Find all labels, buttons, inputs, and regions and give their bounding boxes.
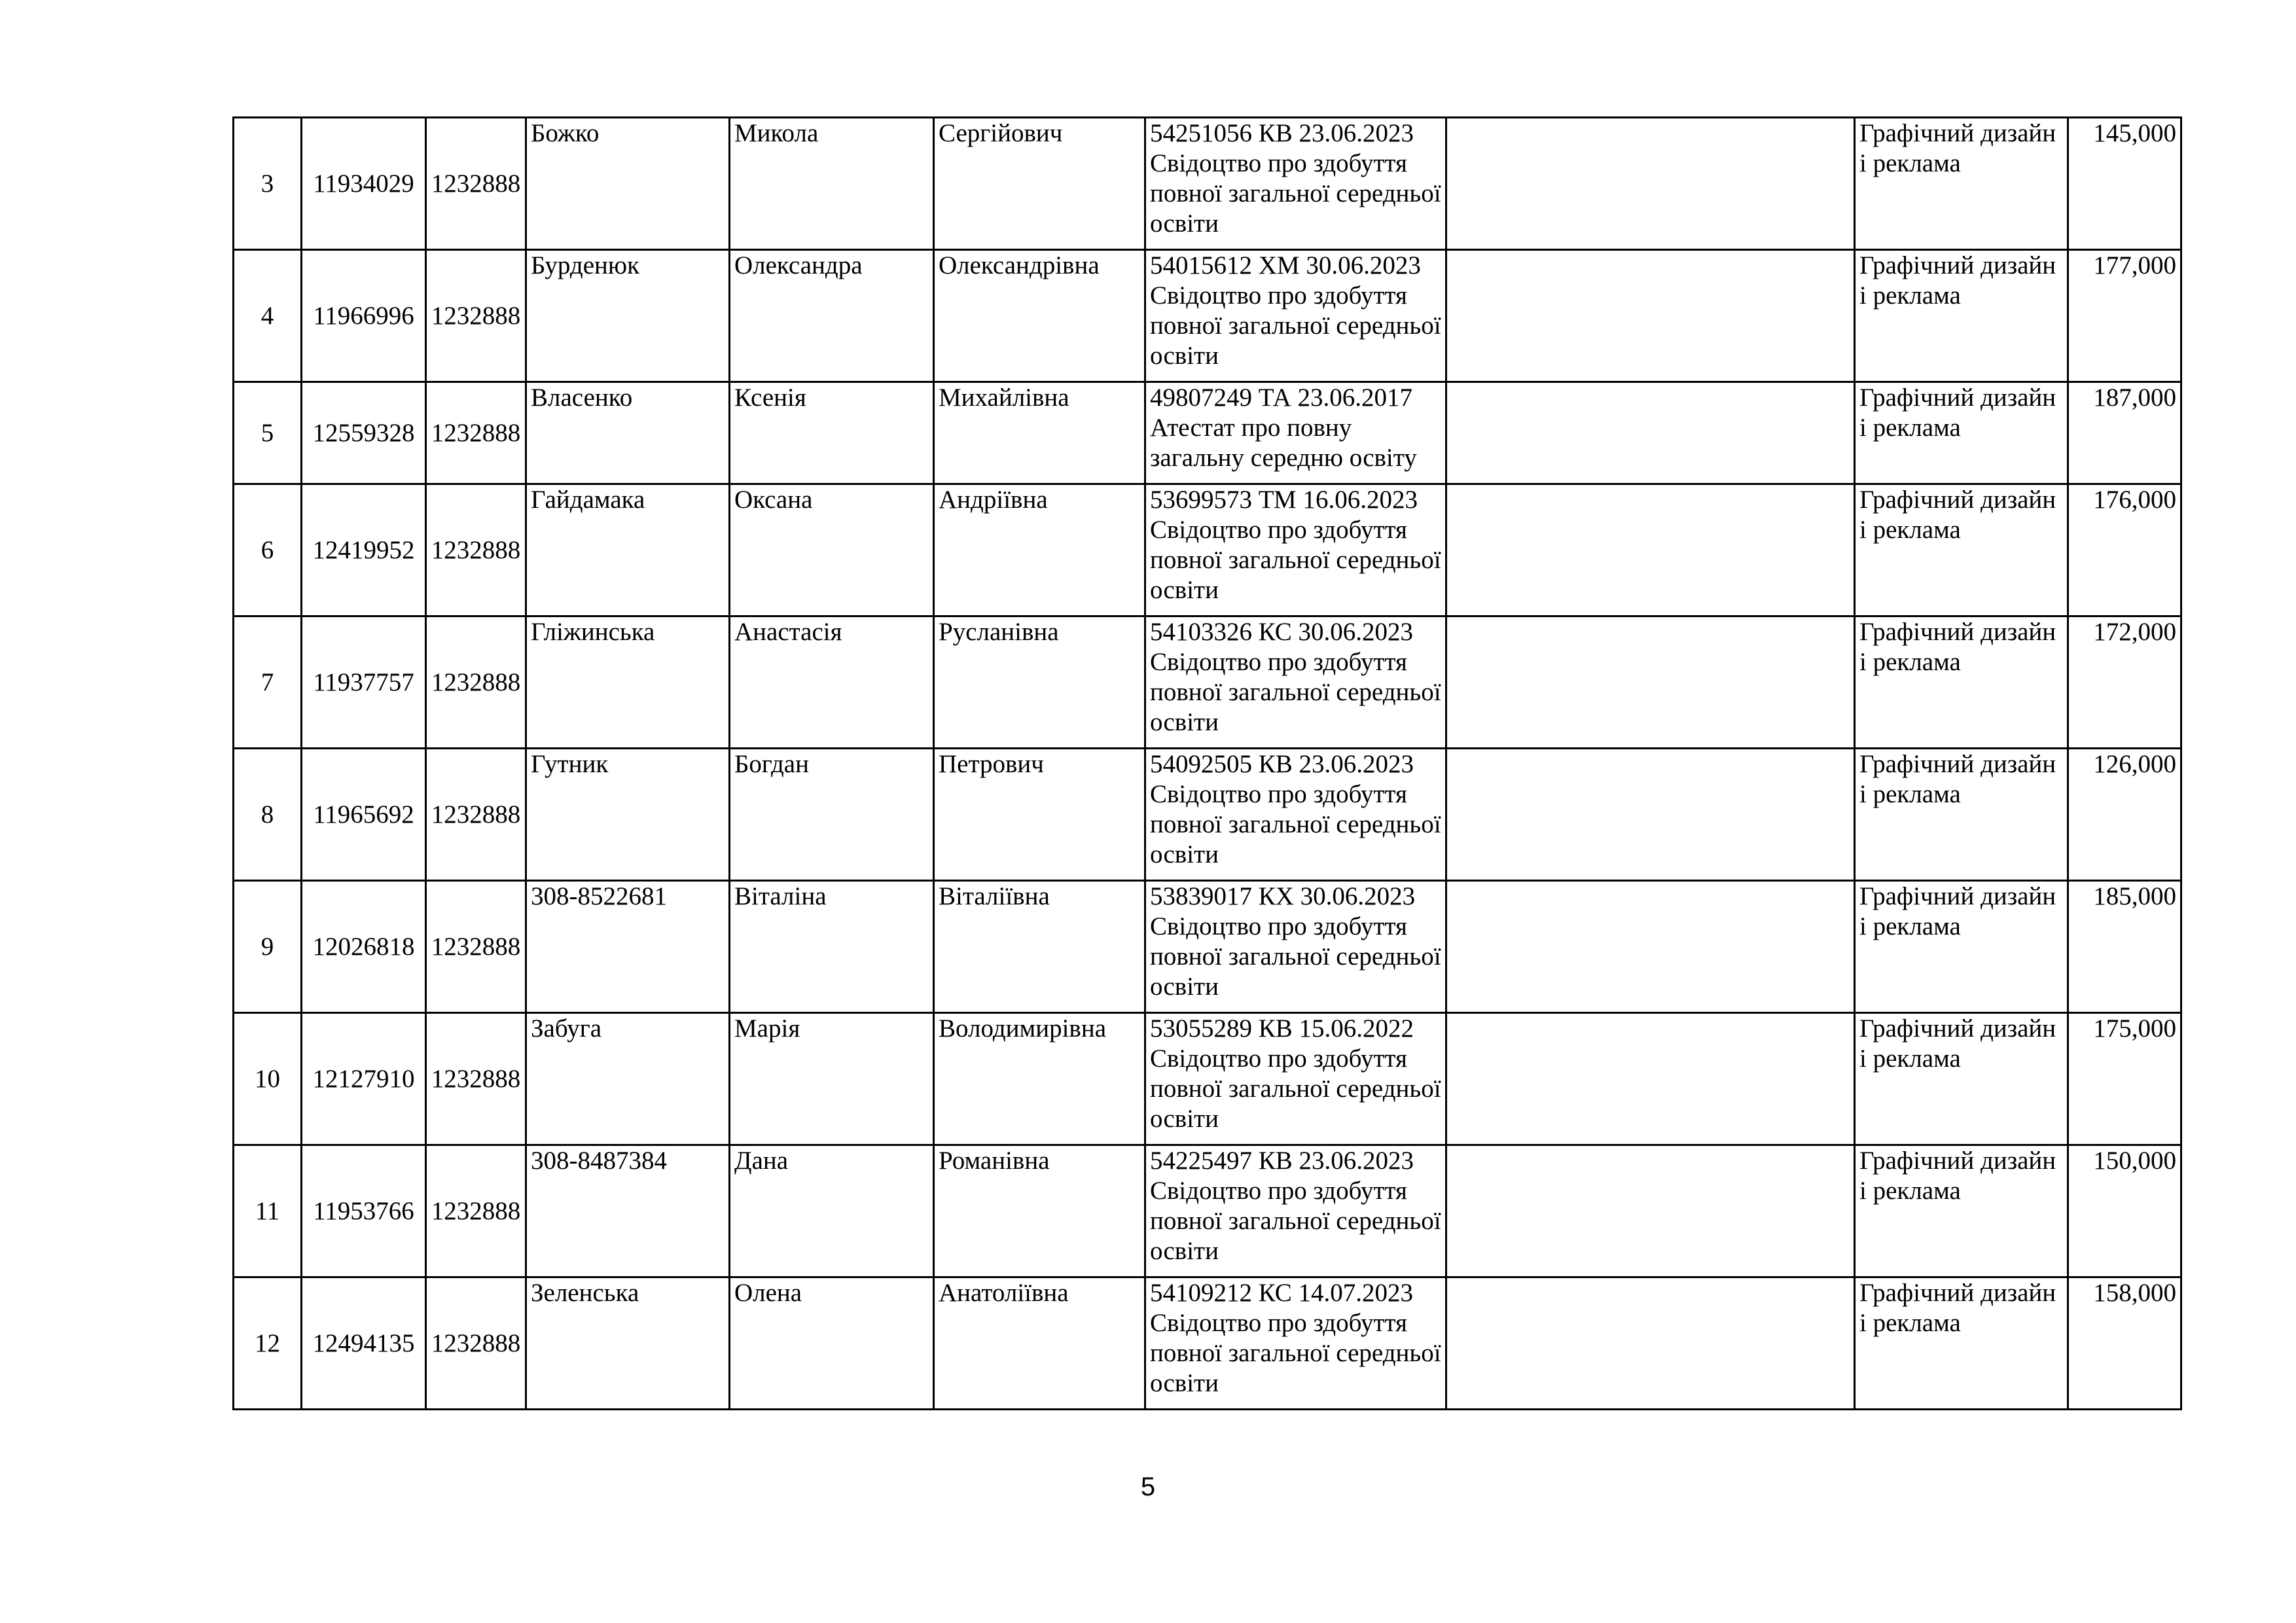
surname: Гутник xyxy=(526,749,730,881)
applicant-id: 12494135 xyxy=(302,1277,426,1410)
surname: Власенко xyxy=(526,382,730,484)
surname: Гліжинська xyxy=(526,616,730,749)
score: 126,000 xyxy=(2068,749,2181,881)
patronymic: Олександрівна xyxy=(934,250,1145,382)
row-number: 3 xyxy=(234,118,302,250)
specialty: Графічний дизайн і реклама xyxy=(1855,250,2068,382)
note xyxy=(1446,749,1855,881)
row-number: 9 xyxy=(234,881,302,1013)
specialty: Графічний дизайн і реклама xyxy=(1855,881,2068,1013)
note xyxy=(1446,484,1855,616)
patronymic: Віталіївна xyxy=(934,881,1145,1013)
education-document: 54015612 ХМ 30.06.2023 Свідоцтво про здобуття повної загальної середньої освіти xyxy=(1145,250,1446,382)
note xyxy=(1446,1145,1855,1277)
table-row xyxy=(234,1145,2181,1277)
program-code: 1232888 xyxy=(426,749,526,881)
table-row xyxy=(234,749,2181,881)
table-row xyxy=(234,1013,2181,1145)
specialty: Графічний дизайн і реклама xyxy=(1855,382,2068,484)
program-code: 1232888 xyxy=(426,250,526,382)
note xyxy=(1446,250,1855,382)
first-name: Віталіна xyxy=(730,881,934,1013)
row-number: 7 xyxy=(234,616,302,749)
score: 158,000 xyxy=(2068,1277,2181,1410)
specialty: Графічний дизайн і реклама xyxy=(1855,484,2068,616)
program-code: 1232888 xyxy=(426,484,526,616)
score: 150,000 xyxy=(2068,1145,2181,1277)
specialty: Графічний дизайн і реклама xyxy=(1855,616,2068,749)
row-number: 5 xyxy=(234,382,302,484)
patronymic: Русланівна xyxy=(934,616,1145,749)
note xyxy=(1446,382,1855,484)
score: 175,000 xyxy=(2068,1013,2181,1145)
program-code: 1232888 xyxy=(426,1013,526,1145)
applicant-id: 12559328 xyxy=(302,382,426,484)
first-name: Марія xyxy=(730,1013,934,1145)
education-document: 54109212 КС 14.07.2023 Свідоцтво про здобуття повної загальної середньої освіти xyxy=(1145,1277,1446,1410)
row-number: 11 xyxy=(234,1145,302,1277)
first-name: Богдан xyxy=(730,749,934,881)
program-code: 1232888 xyxy=(426,881,526,1013)
table-row xyxy=(234,118,2181,250)
education-document: 54225497 КВ 23.06.2023 Свідоцтво про здобуття повної загальної середньої освіти xyxy=(1145,1145,1446,1277)
applicant-id: 11966996 xyxy=(302,250,426,382)
specialty: Графічний дизайн і реклама xyxy=(1855,1013,2068,1145)
surname: Забуга xyxy=(526,1013,730,1145)
note xyxy=(1446,616,1855,749)
first-name: Микола xyxy=(730,118,934,250)
applicant-id: 11953766 xyxy=(302,1145,426,1277)
patronymic: Володимирівна xyxy=(934,1013,1145,1145)
patronymic: Сергійович xyxy=(934,118,1145,250)
surname: Гайдамака xyxy=(526,484,730,616)
page-number: 5 xyxy=(1140,1472,1156,1501)
education-document: 54103326 КС 30.06.2023 Свідоцтво про здобуття повної загальної середньої освіти xyxy=(1145,616,1446,749)
program-code: 1232888 xyxy=(426,118,526,250)
surname: 308-8522681 xyxy=(526,881,730,1013)
education-document: 49807249 ТА 23.06.2017 Атестат про повну загальну середню освіту xyxy=(1145,382,1446,484)
applicant-id: 12127910 xyxy=(302,1013,426,1145)
first-name: Олександра xyxy=(730,250,934,382)
program-code: 1232888 xyxy=(426,382,526,484)
table-row xyxy=(234,250,2181,382)
patronymic: Андріївна xyxy=(934,484,1145,616)
specialty: Графічний дизайн і реклама xyxy=(1855,749,2068,881)
first-name: Анастасія xyxy=(730,616,934,749)
table-row xyxy=(234,881,2181,1013)
note xyxy=(1446,118,1855,250)
first-name: Олена xyxy=(730,1277,934,1410)
table-row xyxy=(234,616,2181,749)
education-document: 53055289 КВ 15.06.2022 Свідоцтво про здобуття повної загальної середньої освіти xyxy=(1145,1013,1446,1145)
score: 172,000 xyxy=(2068,616,2181,749)
note xyxy=(1446,1277,1855,1410)
surname: 308-8487384 xyxy=(526,1145,730,1277)
specialty: Графічний дизайн і реклама xyxy=(1855,118,2068,250)
note xyxy=(1446,881,1855,1013)
row-number: 4 xyxy=(234,250,302,382)
program-code: 1232888 xyxy=(426,616,526,749)
row-number: 8 xyxy=(234,749,302,881)
program-code: 1232888 xyxy=(426,1277,526,1410)
specialty: Графічний дизайн і реклама xyxy=(1855,1277,2068,1410)
program-code: 1232888 xyxy=(426,1145,526,1277)
score: 145,000 xyxy=(2068,118,2181,250)
patronymic: Анатоліївна xyxy=(934,1277,1145,1410)
first-name: Ксенія xyxy=(730,382,934,484)
surname: Божко xyxy=(526,118,730,250)
education-document: 54092505 КВ 23.06.2023 Свідоцтво про здобуття повної загальної середньої освіти xyxy=(1145,749,1446,881)
table-row xyxy=(234,1277,2181,1410)
applicants-table xyxy=(232,116,2182,1410)
education-document: 54251056 КВ 23.06.2023 Свідоцтво про здобуття повної загальної середньої освіти xyxy=(1145,118,1446,250)
patronymic: Михайлівна xyxy=(934,382,1145,484)
row-number: 10 xyxy=(234,1013,302,1145)
first-name: Дана xyxy=(730,1145,934,1277)
patronymic: Романівна xyxy=(934,1145,1145,1277)
applicant-id: 12026818 xyxy=(302,881,426,1013)
score: 185,000 xyxy=(2068,881,2181,1013)
applicant-id: 11965692 xyxy=(302,749,426,881)
applicant-id: 12419952 xyxy=(302,484,426,616)
note xyxy=(1446,1013,1855,1145)
surname: Бурденюк xyxy=(526,250,730,382)
applicant-id: 11937757 xyxy=(302,616,426,749)
table-row xyxy=(234,484,2181,616)
applicant-id: 11934029 xyxy=(302,118,426,250)
surname: Зеленська xyxy=(526,1277,730,1410)
score: 187,000 xyxy=(2068,382,2181,484)
row-number: 6 xyxy=(234,484,302,616)
row-number: 12 xyxy=(234,1277,302,1410)
table-row xyxy=(234,382,2181,484)
education-document: 53699573 ТМ 16.06.2023 Свідоцтво про здобуття повної загальної середньої освіти xyxy=(1145,484,1446,616)
education-document: 53839017 КХ 30.06.2023 Свідоцтво про здобуття повної загальної середньої освіти xyxy=(1145,881,1446,1013)
score: 176,000 xyxy=(2068,484,2181,616)
specialty: Графічний дизайн і реклама xyxy=(1855,1145,2068,1277)
patronymic: Петрович xyxy=(934,749,1145,881)
first-name: Оксана xyxy=(730,484,934,616)
score: 177,000 xyxy=(2068,250,2181,382)
